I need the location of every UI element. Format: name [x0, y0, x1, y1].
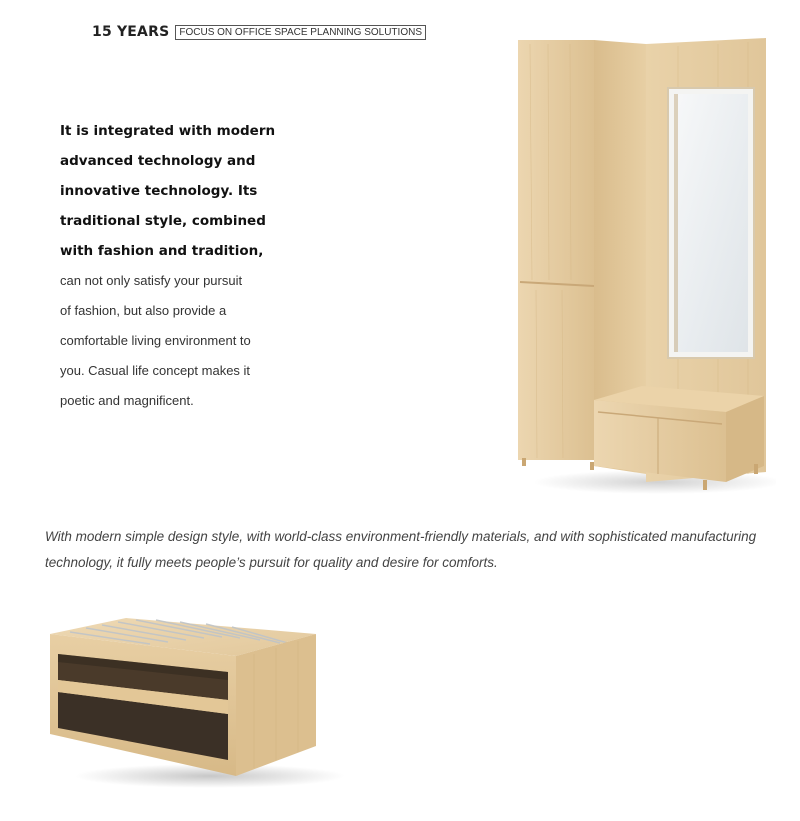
intro-paragraph: [60, 116, 280, 416]
caption-line: With modern simple design style, with world-class environment-friendly materials, and with sophisticated manufacturing: [45, 529, 757, 544]
intro-regular-line: comfortable living environment to: [60, 333, 251, 348]
intro-bold-line: with fashion and tradition,: [60, 243, 264, 259]
intro-bold-line: traditional style, combined: [60, 213, 266, 229]
caption-line: technology, it fully meets people’s pursuit for quality and desire for comforts.: [45, 555, 498, 570]
intro-bold-line: It is integrated with modern: [60, 123, 276, 139]
wardrobe-image: [508, 34, 776, 496]
intro-regular-line: can not only satisfy your pursuit: [60, 273, 243, 288]
intro-regular-line: you. Casual life concept makes it: [60, 363, 251, 378]
bench-image: [40, 610, 350, 790]
brand-header: [92, 24, 426, 40]
intro-regular-line: poetic and magnificent.: [60, 393, 194, 408]
caption-paragraph: [45, 524, 785, 576]
intro-regular-line: of fashion, but also provide a: [60, 303, 227, 318]
years-title: 15 YEARS: [92, 24, 170, 40]
intro-bold-line: innovative technology. Its: [60, 183, 258, 199]
intro-bold-line: advanced technology and: [60, 153, 256, 169]
tagline-box: FOCUS ON OFFICE SPACE PLANNING SOLUTIONS: [175, 25, 426, 40]
